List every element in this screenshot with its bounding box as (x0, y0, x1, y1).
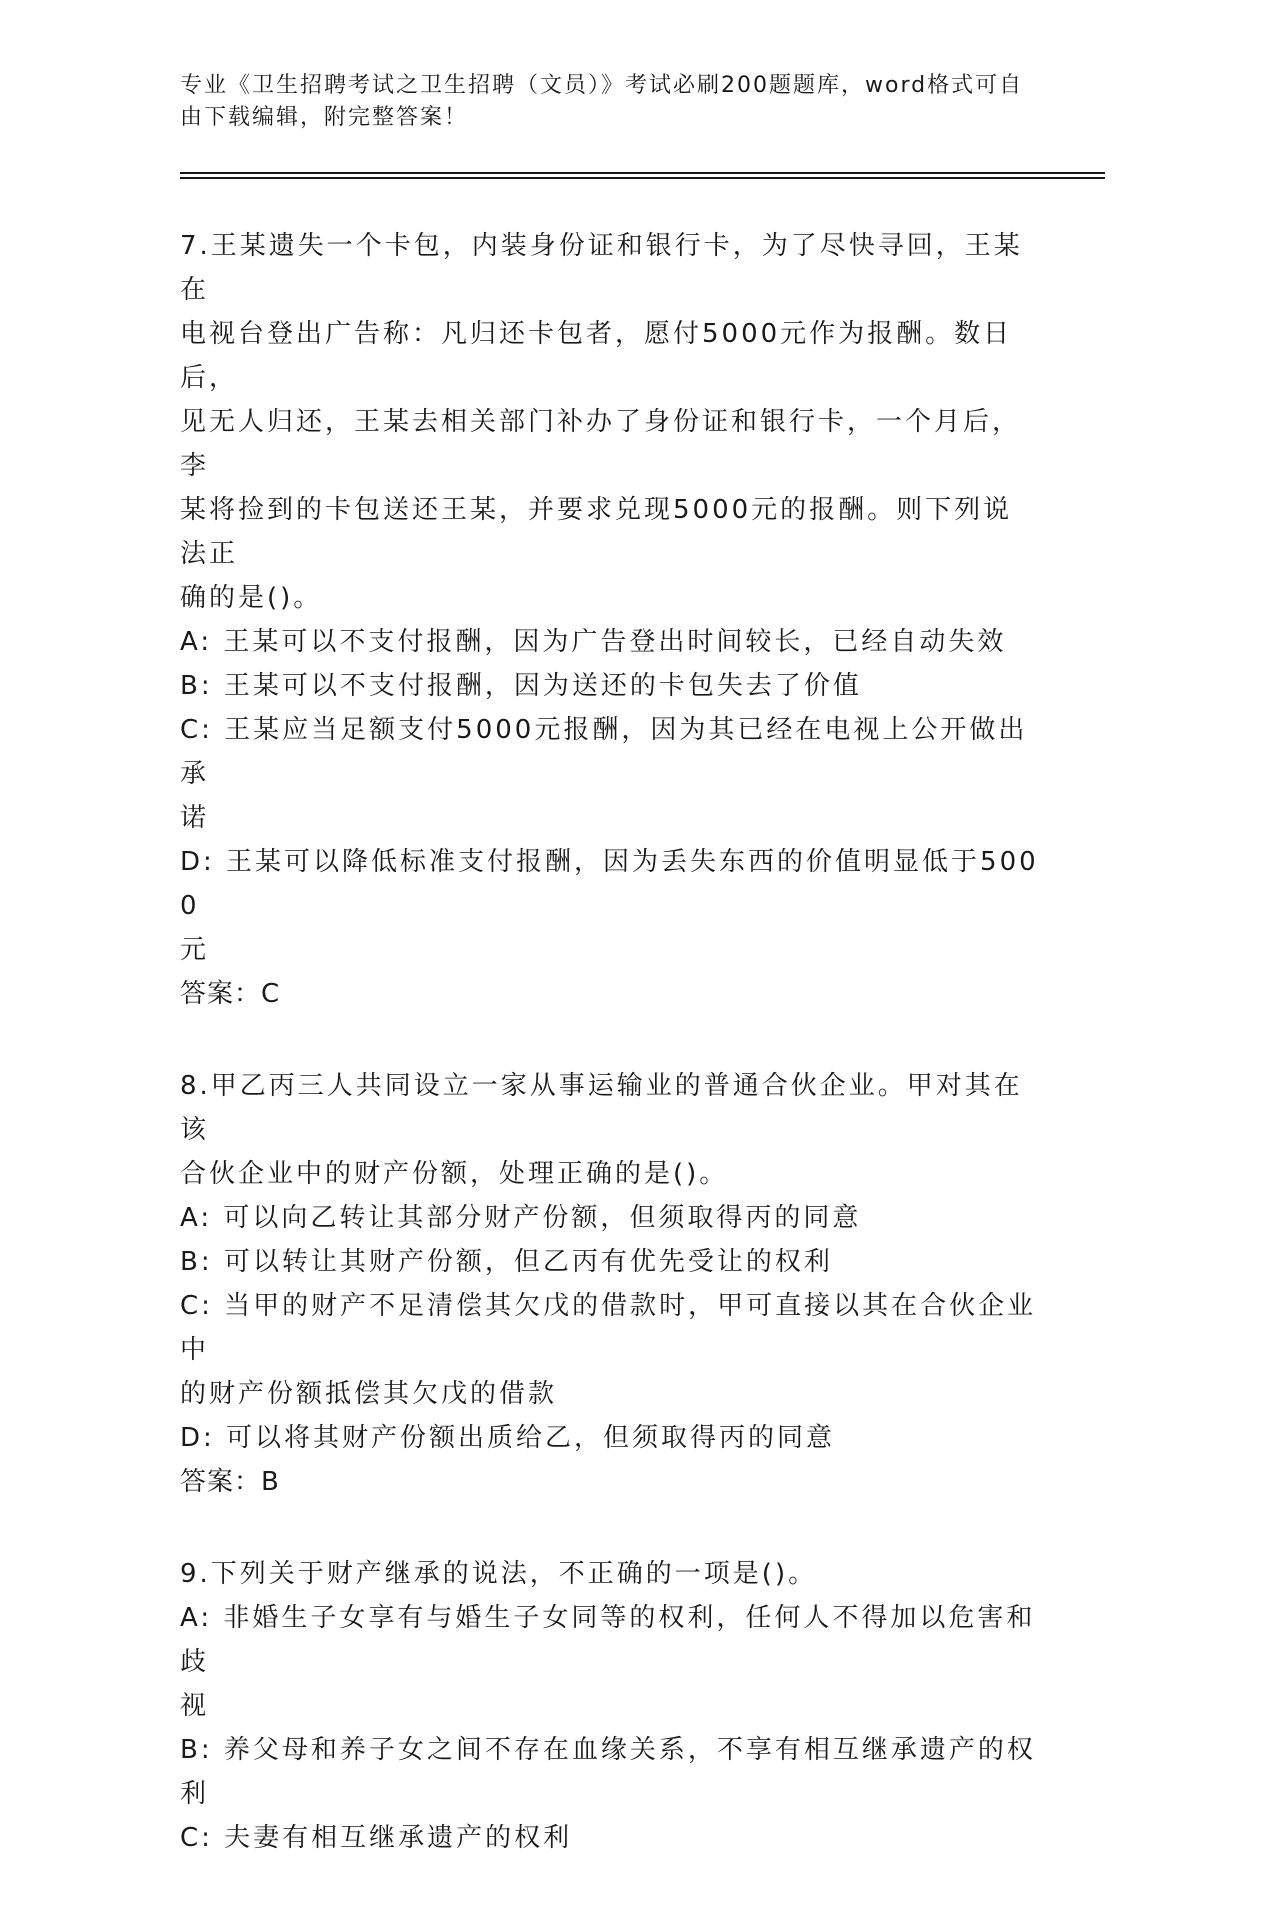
option-a: A: 可以向乙转让其部分财产份额，但须取得丙的同意 (180, 1203, 862, 1233)
question-stem-line: 确的是()。 (180, 583, 323, 613)
question-7 (180, 224, 1040, 1016)
option-c: C: 夫妻有相互继承遗产的权利 (180, 1823, 573, 1853)
option-a: A: 王某可以不支付报酬，因为广告登出时间较长，已经自动失效 (180, 627, 1007, 657)
question-stem-line: 9.下列关于财产继承的说法，不正确的一项是()。 (180, 1559, 818, 1589)
option-c-continued: 诺 (180, 803, 210, 833)
question-stem-line: 见无人归还，王某去相关部门补办了身份证和银行卡，一个月后，李 (180, 407, 1022, 481)
header-divider-bottom (180, 177, 1105, 179)
header-line-2: 由下载编辑，附完整答案！ (180, 105, 469, 130)
answer-label: 答案：B (180, 1467, 280, 1497)
question-stem-line: 电视台登出广告称：凡归还卡包者，愿付5000元作为报酬。数日后， (180, 319, 1013, 393)
answer-label: 答案：C (180, 979, 281, 1009)
option-c-continued: 的财产份额抵偿其欠戊的借款 (180, 1379, 558, 1409)
question-stem-line: 8.甲乙丙三人共同设立一家从事运输业的普通合伙企业。甲对其在该 (180, 1071, 1023, 1145)
option-b: B: 可以转让其财产份额，但乙丙有优先受让的权利 (180, 1247, 833, 1277)
option-b: B: 养父母和养子女之间不存在血缘关系，不享有相互继承遗产的权利 (180, 1735, 1036, 1809)
option-d-continued: 元 (180, 935, 210, 965)
question-stem-line: 7.王某遗失一个卡包，内装身份证和银行卡，为了尽快寻回，王某在 (180, 231, 1023, 305)
option-b: B: 王某可以不支付报酬，因为送还的卡包失去了价值 (180, 671, 862, 701)
question-stem-line: 合伙企业中的财产份额，处理正确的是()。 (180, 1159, 729, 1189)
option-a-continued: 视 (180, 1691, 210, 1721)
option-c: C: 当甲的财产不足清偿其欠戊的借款时，甲可直接以其在合伙企业中 (180, 1291, 1037, 1365)
option-c: C: 王某应当足额支付5000元报酬，因为其已经在电视上公开做出承 (180, 715, 1028, 789)
header-divider-top (180, 172, 1105, 174)
question-stem-line: 某将捡到的卡包送还王某，并要求兑现5000元的报酬。则下列说法正 (180, 495, 1013, 569)
option-d: D: 王某可以降低标准支付报酬，因为丢失东西的价值明显低于5000 (180, 847, 1039, 921)
option-d: D: 可以将其财产份额出质给乙，但须取得丙的同意 (180, 1423, 836, 1453)
header-line-1: 专业《卫生招聘考试之卫生招聘（文员）》考试必刷200题题库，word格式可自 (180, 73, 1024, 98)
question-list (180, 224, 1040, 1908)
question-8 (180, 1064, 1040, 1504)
document-header (180, 70, 1040, 134)
option-a: A: 非婚生子女享有与婚生子女同等的权利，任何人不得加以危害和歧 (180, 1603, 1036, 1677)
question-9 (180, 1552, 1040, 1860)
